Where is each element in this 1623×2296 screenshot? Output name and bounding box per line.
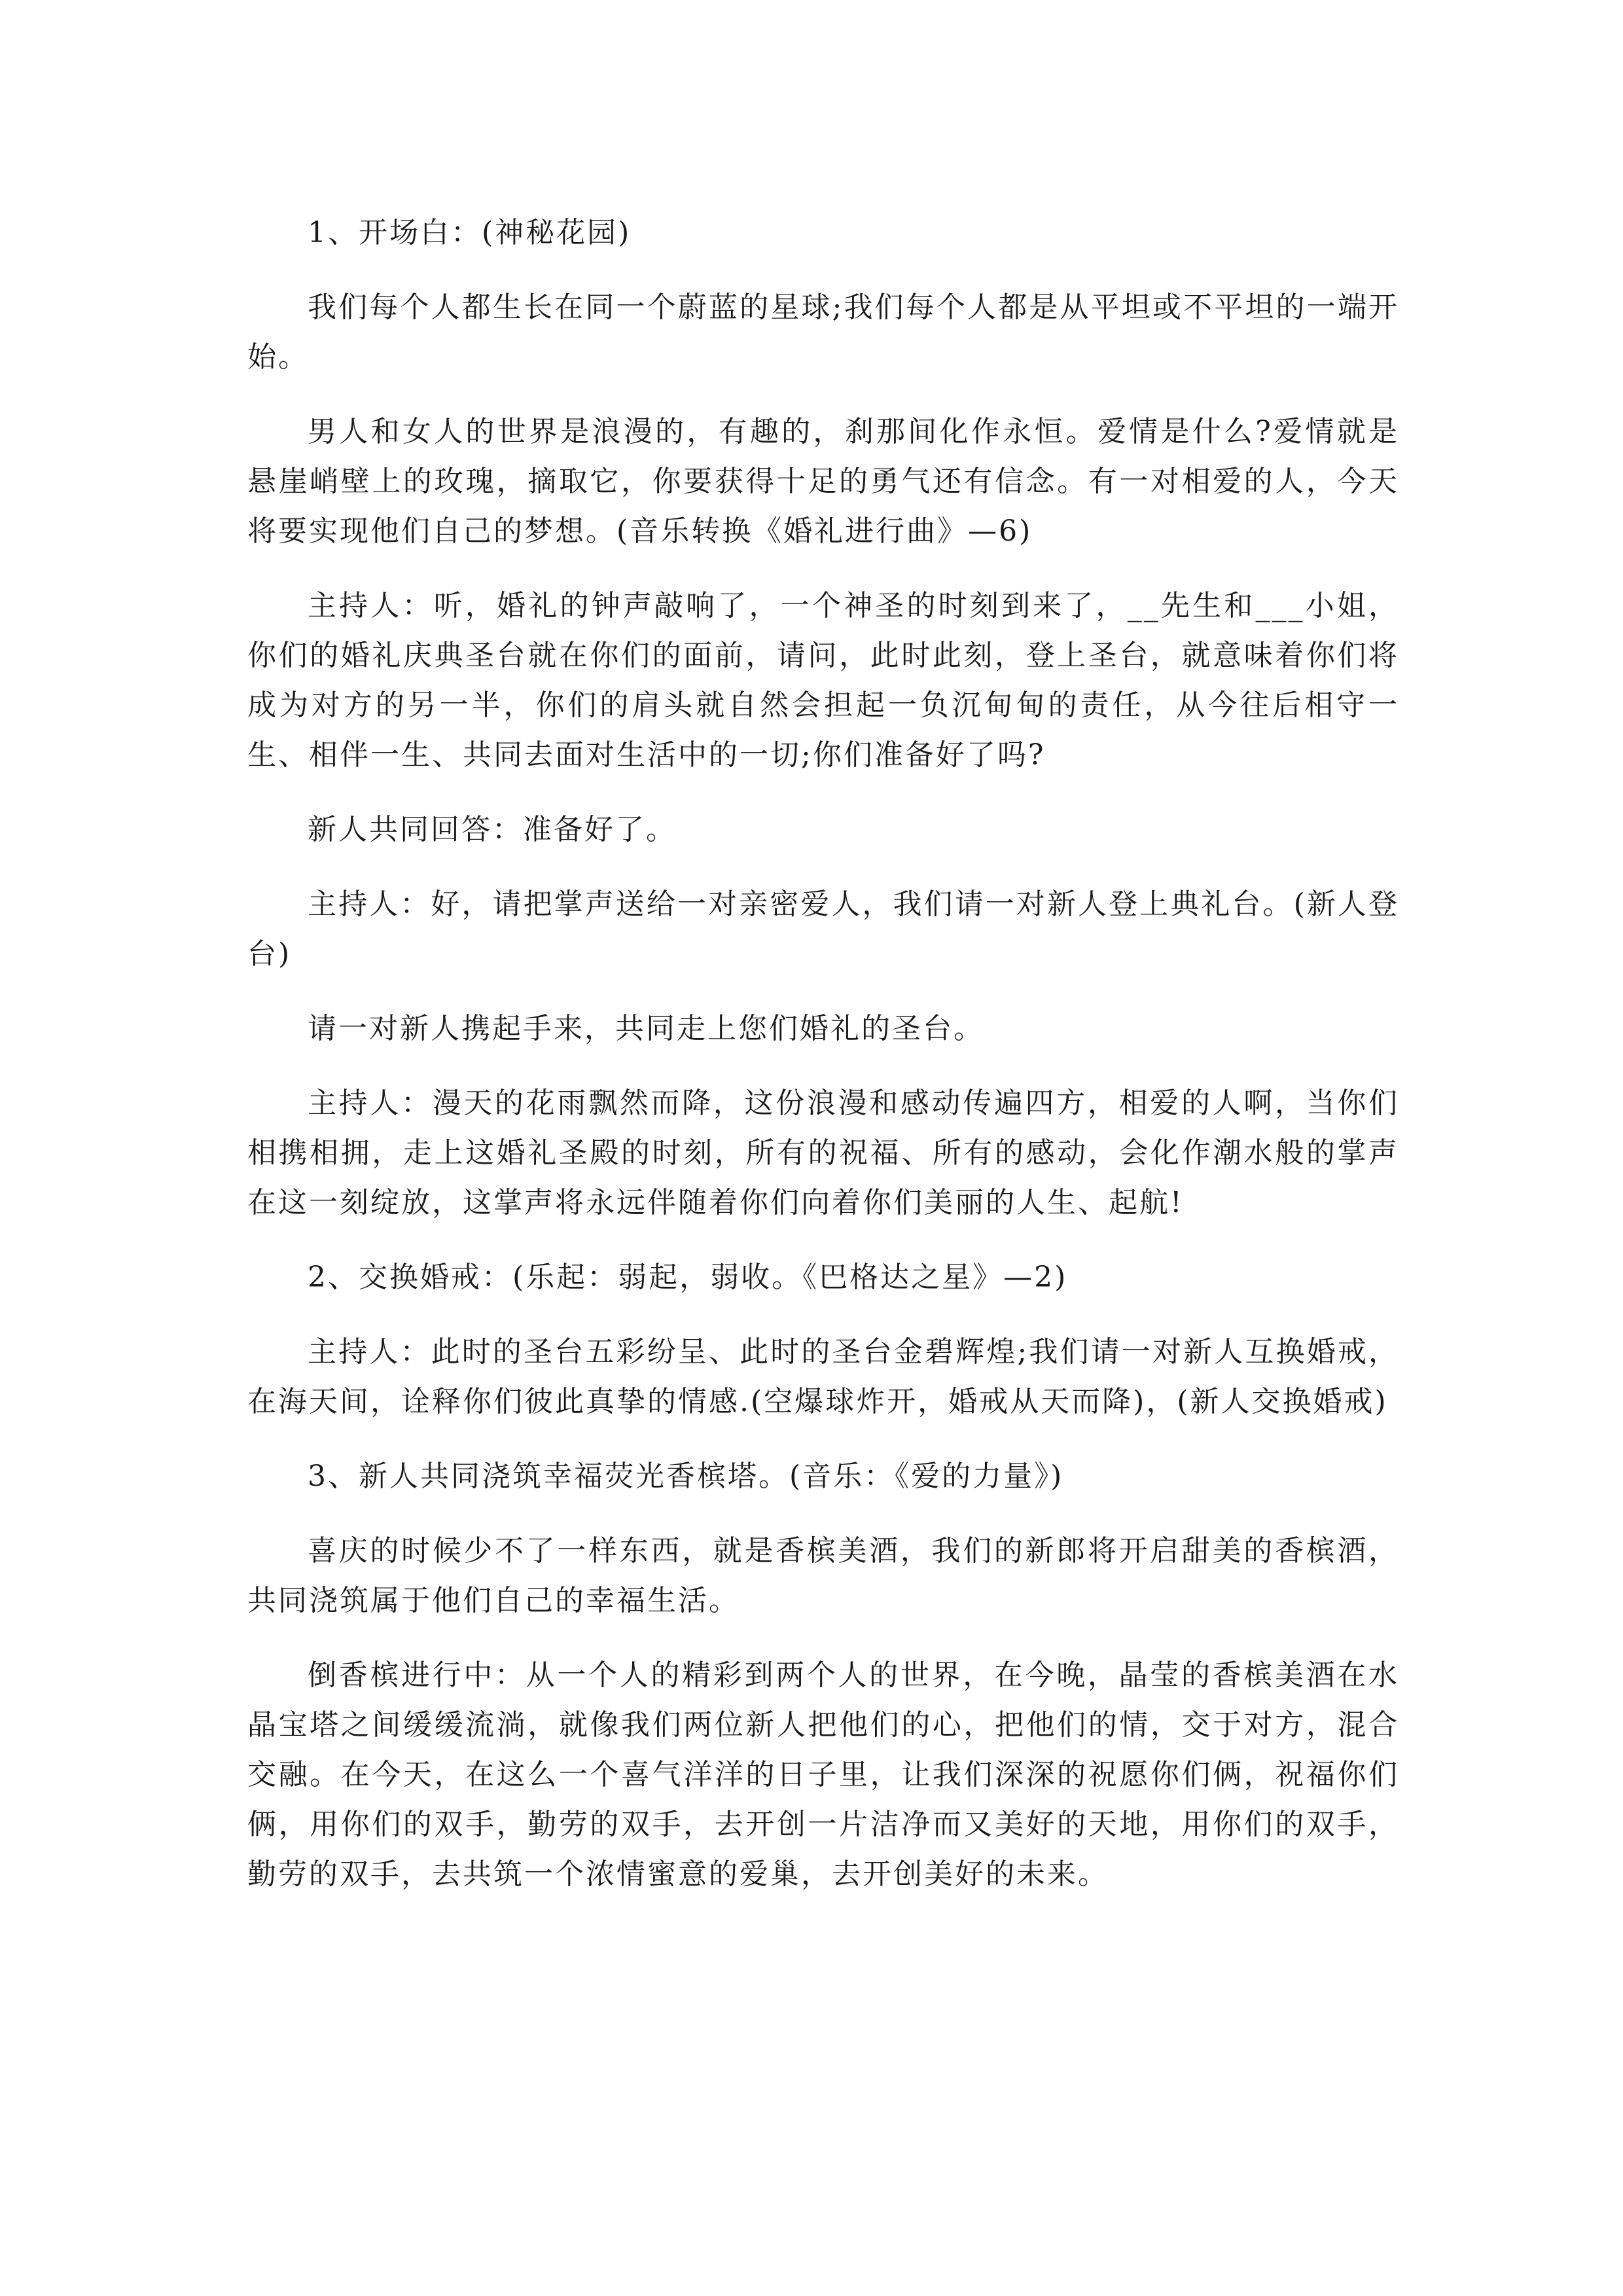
paragraph-couple-answer: 新人共同回答：准备好了。 (308, 813, 677, 846)
document-body (247, 208, 1399, 1924)
paragraph-love: 男人和女人的世界是浪漫的，有趣的，刹那间化作永恒。爱情是什么?爱情就是悬崖峭壁上的玫瑰，摘取它，你要获得十足的勇气还有信念。有一对相爱的人，今天将要实现他们自己的梦想。(音乐转换《婚礼进行曲》—6) (247, 415, 1399, 548)
paragraph-host-bells: 主持人：听，婚礼的钟声敲响了，一个神圣的时刻到来了，__先生和___小姐，你们的婚礼庆典圣台就在你们的面前，请问，此时此刻，登上圣台，就意味着你们将成为对方的另一半，你们的肩头就自然会担起一负沉甸甸的责任，从今往后相守一生、相伴一生、共同去面对生活中的一切;你们准备好了吗? (247, 589, 1399, 772)
paragraph-host-rings: 主持人：此时的圣台五彩纷呈、此时的圣台金碧辉煌;我们请一对新人互换婚戒，在海天间，诠释你们彼此真挚的情感.(空爆球炸开，婚戒从天而降)，(新人交换婚戒) (247, 1335, 1399, 1418)
paragraph-opening-heading: 1、开场白：(神秘花园) (308, 216, 632, 249)
paragraph-hand-in-hand: 请一对新人携起手来，共同走上您们婚礼的圣台。 (308, 1012, 984, 1045)
paragraph-champagne-pouring: 倒香槟进行中：从一个人的精彩到两个人的世界，在今晚，晶莹的香槟美酒在水晶宝塔之间缓缓流淌，就像我们两位新人把他们的心，把他们的情，交于对方，混合交融。在今天，在这么一个喜气洋洋的日子里，让我们深深的祝愿你们俩，祝福你们俩，用你们的双手，勤劳的双手，去开创一片洁净而又美好的天地，用你们的双手，勤劳的双手，去共筑一个浓情蜜意的爱巢，去开创美好的未来。 (247, 1659, 1399, 1891)
paragraph-planet: 我们每个人都生长在同一个蔚蓝的星球;我们每个人都是从平坦或不平坦的一端开始。 (247, 291, 1399, 374)
paragraph-host-flower-rain: 主持人：漫天的花雨飘然而降，这份浪漫和感动传遍四方，相爱的人啊，当你们相携相拥，走上这婚礼圣殿的时刻，所有的祝福、所有的感动，会化作潮水般的掌声在这一刻绽放，这掌声将永远伴随着你们向着你们美丽的人生、起航! (247, 1086, 1399, 1219)
paragraph-host-applause: 主持人：好，请把掌声送给一对亲密爱人，我们请一对新人登上典礼台。(新人登台) (247, 888, 1399, 971)
paragraph-ring-exchange-heading: 2、交换婚戒：(乐起：弱起，弱收。《巴格达之星》—2) (308, 1261, 1068, 1294)
paragraph-champagne-intro: 喜庆的时候少不了一样东西，就是香槟美酒，我们的新郎将开启甜美的香槟酒，共同浇筑属于他们自己的幸福生活。 (247, 1534, 1399, 1617)
paragraph-champagne-heading: 3、新人共同浇筑幸福荧光香槟塔。(音乐：《爱的力量》) (308, 1460, 1064, 1493)
